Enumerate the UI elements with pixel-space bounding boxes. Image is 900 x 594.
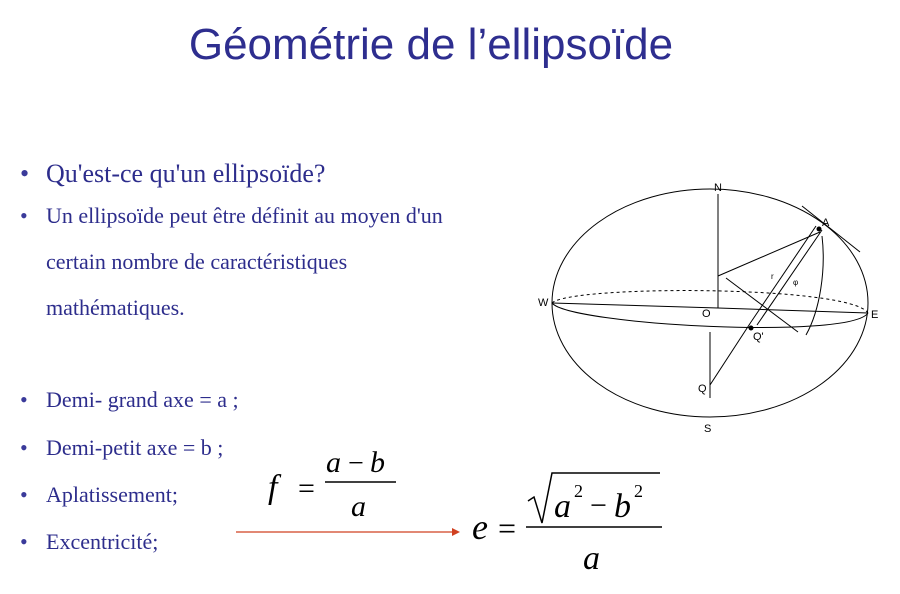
label-qprime: Q' <box>753 331 764 343</box>
radicand-a: a <box>554 488 571 525</box>
numerator-b: b <box>370 446 385 479</box>
normal-line-2 <box>751 226 816 322</box>
bullet-text: Demi-petit axe = b ; <box>46 435 224 460</box>
label-phi: φ <box>793 278 799 287</box>
ellipsoid-diagram <box>530 180 880 435</box>
label-q: Q <box>698 383 707 395</box>
equatorial-axis <box>552 303 718 308</box>
equals-sign: = <box>298 472 315 505</box>
denominator-a: a <box>351 490 366 523</box>
radius-to-east <box>718 308 868 313</box>
bullet-dot-icon: • <box>20 203 28 228</box>
bullet-text: mathématiques. <box>46 295 185 320</box>
minus-sign: − <box>348 448 364 479</box>
equals-sign: = <box>498 510 517 546</box>
arrow-icon <box>234 524 464 540</box>
eccentricity-formula <box>468 465 668 580</box>
numerator-a: a <box>326 446 341 479</box>
denominator-a: a <box>583 540 600 577</box>
label-o: O <box>702 308 711 320</box>
radicand-b: b <box>614 488 631 525</box>
point-qp <box>749 326 753 330</box>
radius-to-a <box>718 232 820 276</box>
bullet-text: Demi- grand axe = a ; <box>46 387 239 412</box>
f-symbol: f <box>268 469 278 506</box>
point-a <box>817 227 821 231</box>
e-symbol: e <box>472 507 488 547</box>
label-a: A <box>822 217 830 229</box>
bullet-text: Excentricité; <box>46 529 159 554</box>
minus-sign: − <box>590 489 607 522</box>
label-s: S <box>704 423 712 435</box>
bullet-text: certain nombre de caractéristiques <box>46 249 348 274</box>
label-e: E <box>871 309 879 321</box>
bullet-dot-icon: • <box>20 529 28 554</box>
bullet-dot-icon: • <box>20 387 28 412</box>
bullet-text: Un ellipsoïde peut être définit au moyen d'un <box>46 203 443 228</box>
label-r: r <box>771 272 774 281</box>
bullet-text: Aplatissement; <box>46 482 178 507</box>
projection-line <box>726 278 798 332</box>
normal-extension <box>710 322 751 385</box>
label-w: W <box>538 297 549 309</box>
exponent-2: 2 <box>574 481 583 501</box>
slide-title: Géométrie de l’ellipsoïde <box>188 20 674 69</box>
bullet-text: Qu'est-ce qu'un ellipsoïde? <box>46 159 326 188</box>
exponent-2: 2 <box>634 481 643 501</box>
bullet-dot-icon: • <box>20 435 28 460</box>
meridian-arc <box>806 236 823 335</box>
flattening-formula <box>268 440 408 525</box>
label-n: N <box>714 182 722 194</box>
bullet-dot-icon: • <box>20 482 28 507</box>
bullet-dot-icon: • <box>20 159 30 188</box>
tangent-line <box>802 206 860 252</box>
